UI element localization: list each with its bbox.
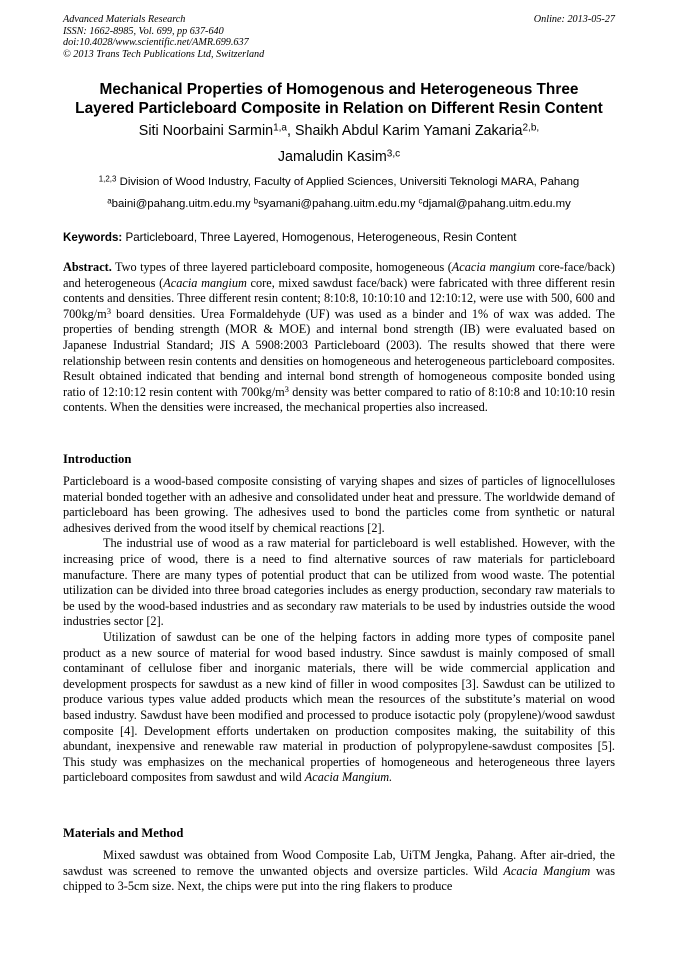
email-b[interactable]: syamani@pahang.uitm.edu.my [258, 198, 419, 210]
methods-paragraph-1 [63, 848, 615, 895]
abstract-paragraph [63, 260, 615, 416]
keywords-label: Keywords: [63, 231, 123, 244]
title-line-1: Mechanical Properties of Homogenous and Heterogeneous Three [99, 81, 579, 98]
introduction-body [63, 474, 615, 786]
intro-paragraph-3 [63, 630, 615, 786]
author-list [40, 121, 638, 168]
methods-italic-1: Acacia Mangium [503, 863, 591, 878]
abstract-italic-1: Acacia mangium [451, 260, 536, 274]
intro-paragraph-2: The industrial use of wood as a raw material for particleboard is well established. However, with the increasing price of wood, there is a need to find alternative sources of raw materials for particleboard manufacture. There are many types of potential product that can be utilized from wood waste. The potential utilization can be divided into three broad categories includes as energy production, secondary raw materials to be used by the wood-based industries and as secondary raw materials to be used by industries outside the wood industries sector [2]. [63, 536, 615, 629]
author-1-sup: 1,a [273, 122, 287, 134]
doi-line[interactable]: doi:10.4028/www.scientific.net/AMR.699.637 [63, 37, 249, 49]
paper-title [40, 80, 638, 118]
affiliation-sup: 1,2,3 [98, 174, 117, 184]
journal-header [63, 14, 615, 60]
intro-paragraph-1: Particleboard is a wood-based composite consisting of varying shapes and sizes of particles of lignocelluloses material bonded together with an adhesive and consolidated under heat and pressure. The worldwide demand of particleboard has been growing. The adhesives used to bond the particles come from synthetic or natural adhesives derived from the wood itself by chemical reactions [2]. [63, 474, 615, 535]
author-line-2 [40, 147, 638, 168]
email-c[interactable]: djamal@pahang.uitm.edu.my [422, 198, 571, 210]
copyright-line: © 2013 Trans Tech Publications Ltd, Switzerland [63, 48, 265, 60]
online-date: Online: 2013-05-27 [533, 14, 615, 25]
email-c-sup: c [418, 196, 423, 206]
intro-p3-italic: Acacia Mangium. [304, 770, 393, 785]
affiliation-line [40, 172, 638, 193]
abstract-label: Abstract. [63, 260, 112, 274]
abstract-sup-1: 3 [106, 305, 112, 316]
issn-line: ISSN: 1662-8985, Vol. 699, pp 637-640 [63, 25, 224, 37]
email-a[interactable]: baini@pahang.uitm.edu.my [111, 198, 254, 210]
methods-heading: Materials and Method [63, 826, 184, 840]
title-line-2: Layered Particleboard Composite in Relation on Different Resin Content [75, 100, 603, 117]
email-b-sup: b [253, 196, 259, 206]
abstract-text-1: Two types of three layered particleboard composite, homogeneous ( [111, 260, 452, 274]
abstract-sup-2: 3 [284, 383, 289, 394]
abstract-text-2: core-face/back) and heterogeneous ( [63, 260, 615, 290]
methods-text-2: was chipped to 3-5cm size. Next, the chips were put into the ring flakers to produce [63, 863, 615, 894]
abstract-text-4: board densities. Urea Formaldehyde (UF) was used as a binder and 1% of wax was added. The properties of bending strength (MOR & MOE) and internal bond strength (IB) were evaluated based on Japanese Industrial Standard; JIS A 5908:2003 Particleboard (2003). The results showed that there were relationship between resin contents and densities on homogeneous and heterogeneous particleboard composites. Result obtained indicated that bending and internal bond strength of homogeneous composite bonded using ratio of 12:10:12 resin content with 700kg/m [63, 306, 615, 399]
keywords-text: Particleboard, Three Layered, Homogenous, Heterogeneous, Resin Content [122, 231, 517, 244]
journal-name: Advanced Materials Research [63, 14, 186, 25]
author-3-sup: 3,c [386, 148, 401, 160]
keywords-line [63, 229, 623, 247]
methods-text-1: Mixed sawdust was obtained from Wood Composite Lab, UiTM Jengka, Pahang. After air-dried, the sawdust was screened to remove the unwanted objects and oversize particles. Wild [63, 848, 615, 878]
methods-body [63, 848, 615, 895]
introduction-heading: Introduction [63, 452, 132, 466]
affiliation-text: Division of Wood Industry, Faculty of Applied Sciences, Universiti Teknologi MARA, Pahang [116, 176, 580, 188]
author-separator: , [287, 123, 295, 139]
author-1: Siti Noorbaini Sarmin [138, 123, 274, 139]
intro-p3-text: Utilization of sawdust can be one of the helping factors in adding more types of composite panel product as a new source of material for wood based industry. Since sawdust is mainly composed of small contaminant of cellulose fiber and inorganic materials, there will be wide commercial application and development prospects for sawdust as a new kind of filler in wood composites [3]. Sawdust can be utilized to produce various types value added products which mean the resources of the substitute’s material on wood based industry. Sawdust have been modified and processed to produce isotactic poly (propylene)/wood sawdust composite [4]. Development efforts undertaken on production composites making, the suitability of this abundant, inexpensive and renewable raw material in production of polypropylene-sawdust composites [5]. This study was emphasizes on the mechanical properties of homogeneous and heterogeneous three layers particleboard composites from sawdust and wild [63, 629, 615, 785]
author-2-sup: 2,b, [522, 122, 540, 134]
abstract-text-3: core, mixed sawdust face/back) were fabricated with three different resin contents and densities. Three different resin content; 8:10:8, 10:10:10 and 12:10:12, were use with 500, 600 and 700kg/m [63, 275, 615, 321]
email-line [40, 194, 638, 215]
author-line-1 [40, 121, 638, 142]
abstract-italic-2: Acacia mangium [163, 275, 247, 290]
email-a-sup: a [107, 196, 112, 206]
abstract-text-5: density was better compared to ratio of 8:10:8 and 10:10:10 resin contents. When the densities were increased, the mechanical properties also increased. [63, 384, 615, 415]
author-2: Shaikh Abdul Karim Yamani Zakaria [294, 123, 523, 139]
affiliation-block [40, 172, 638, 215]
author-3: Jamaludin Kasim [277, 149, 387, 165]
